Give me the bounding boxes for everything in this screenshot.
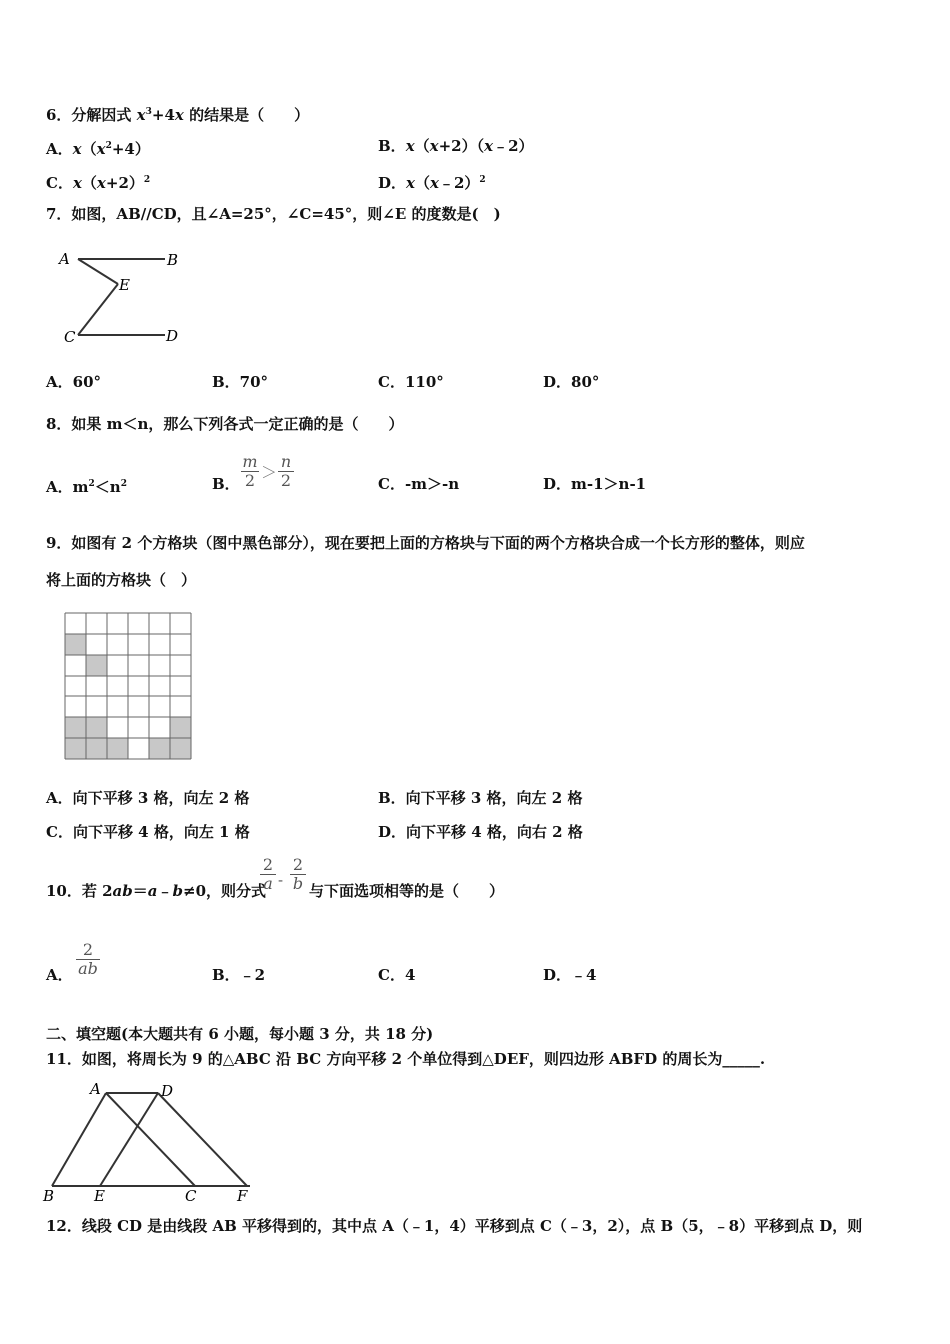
q11-label-f: F	[237, 1187, 248, 1204]
q10-fraction-operator: -	[278, 871, 284, 889]
q8-option-d[interactable]: D．m-1＞n-1	[543, 475, 647, 493]
q11-label-a: A	[90, 1080, 101, 1098]
q7-option-a[interactable]: A．60°	[46, 373, 102, 391]
q9-option-d[interactable]: D．向下平移 4 格，向右 2 格	[378, 823, 583, 841]
q10-option-a-fraction: 2 ab	[76, 941, 100, 978]
q6-stem: 6．分解因式 $x^3+4x$ 的结果是（ ）	[46, 106, 310, 124]
q7-option-b[interactable]: B．70°	[212, 373, 269, 391]
q7-option-c[interactable]: C．110°	[378, 373, 444, 391]
q11-figure	[40, 1080, 254, 1204]
q10-stem-a: 10．若 2ab＝a﹣b≠0，则分式	[46, 882, 267, 900]
q6-option-b[interactable]: B．x（x+2）（x﹣2）	[378, 137, 534, 155]
q6-option-a[interactable]: A．$x(x^2+4)$	[46, 140, 150, 158]
q6-option-d[interactable]: D．x（x﹣2）$^2$	[378, 174, 486, 192]
q10-fraction-1: 2 a	[260, 856, 276, 893]
q9-option-b[interactable]: B．向下平移 3 格，向左 2 格	[378, 789, 583, 807]
q9-option-c[interactable]: C．向下平移 4 格，向左 1 格	[46, 823, 250, 841]
q9-stem-line-2: 将上面的方格块（ ）	[46, 571, 197, 589]
section-2-heading: 二、填空题(本大题共有 6 小题，每小题 3 分，共 18 分)	[46, 1025, 434, 1043]
q10-option-b[interactable]: B．﹣2	[212, 966, 266, 984]
q12-stem: 12．线段 CD 是由线段 AB 平移得到的，其中点 A（﹣1，4）平移到点 C（﹣3，2），点 B（5，﹣8）平移到点 D，则	[46, 1217, 863, 1235]
q7-label-a: A	[59, 250, 70, 268]
q8-option-b-fraction-2: n 2	[278, 453, 294, 490]
q11-label-c: C	[185, 1187, 197, 1204]
q11-stem: 11．如图，将周长为 9 的△ABC 沿 BC 方向平移 2 个单位得到△DEF，则四边形 ABFD 的周长为_____.	[46, 1050, 766, 1068]
q10-option-c[interactable]: C．4	[378, 966, 416, 984]
q9-stem-line-1: 9．如图有 2 个方格块（图中黑色部分），现在要把上面的方格块与下面的两个方格块合成一个长方形的整体，则应	[46, 534, 805, 552]
q7-stem: 7．如图，AB//CD，且∠A=25°，∠C=45°，则∠E 的度数是( )	[46, 205, 501, 223]
q10-option-a-label[interactable]: A．	[46, 966, 73, 984]
q7-label-b: B	[167, 251, 179, 269]
q10-option-d[interactable]: D．﹣4	[543, 966, 597, 984]
q8-option-b-label[interactable]: B．	[212, 475, 240, 493]
q7-label-c: C	[64, 328, 76, 346]
q10-fraction-2: 2 b	[290, 856, 306, 893]
q9-grid-figure	[62, 611, 194, 760]
q11-label-e: E	[94, 1187, 105, 1204]
q8-option-a[interactable]: A．$m^2<n^2$	[46, 478, 127, 496]
q11-label-d: D	[161, 1082, 174, 1100]
q8-option-b-operator: ＞	[261, 463, 278, 482]
q8-option-b-fraction-1: m 2	[242, 452, 258, 490]
q10-stem-c: 与下面选项相等的是（ ）	[309, 882, 505, 900]
q11-label-b: B	[43, 1187, 55, 1204]
q8-option-c[interactable]: C．-m＞-n	[378, 475, 460, 493]
q9-option-a[interactable]: A．向下平移 3 格，向左 2 格	[46, 789, 250, 807]
q7-label-d: D	[166, 327, 179, 345]
q7-figure	[50, 244, 190, 348]
q6-option-c[interactable]: C．$x(x+2)^2$	[46, 174, 151, 192]
q7-label-e: E	[119, 276, 130, 294]
q8-stem: 8．如果 m＜n，那么下列各式一定正确的是（ ）	[46, 415, 404, 433]
q7-option-d[interactable]: D．80°	[543, 373, 600, 391]
